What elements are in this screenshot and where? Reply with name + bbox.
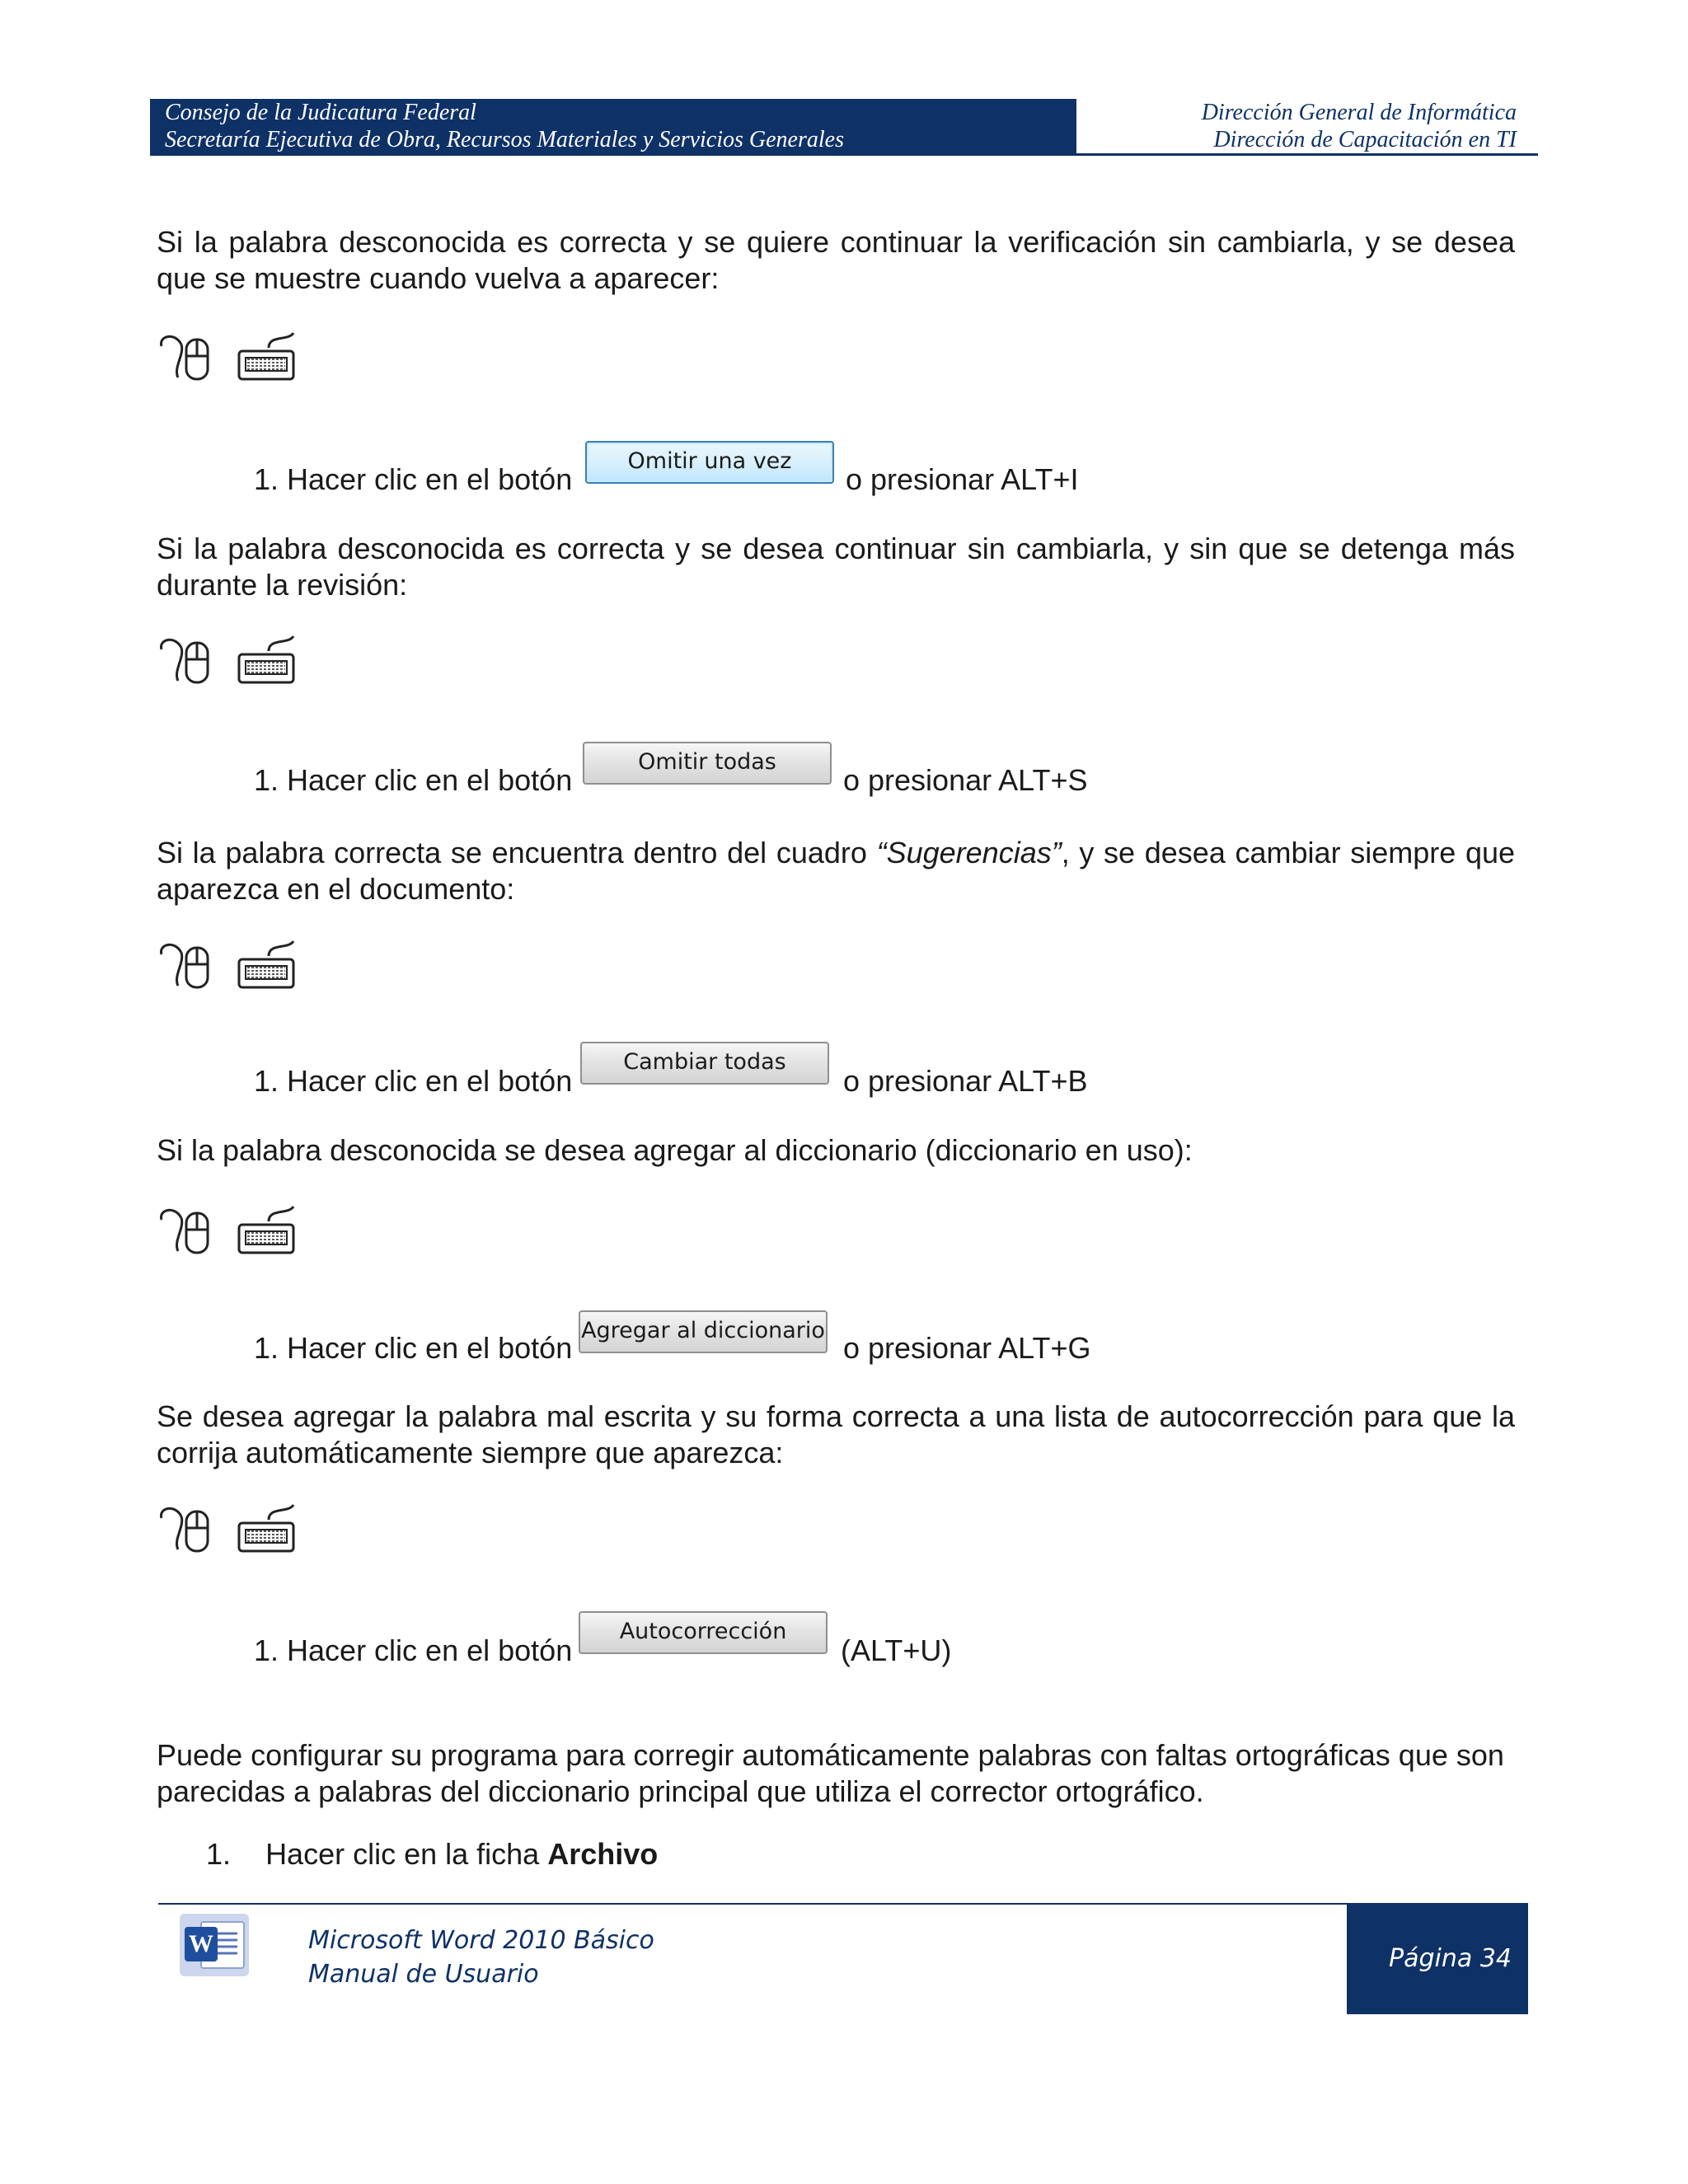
section-intro: Si la palabra desconocida es correcta y se quiere continuar la verificación sin cambiarla, y se desea que se muestre cuando vuelva a aparecer: xyxy=(157,225,1515,295)
keyboard-icon xyxy=(236,633,298,686)
header-rule xyxy=(150,153,1538,156)
header-org-line1: Consejo de la Judicatura Federal xyxy=(165,100,476,125)
intro-text: Si la palabra correcta se encuentra dentro del cuadro xyxy=(157,836,877,869)
page-number-box xyxy=(1347,1903,1528,2014)
header-org-line2: Secretaría Ejecutiva de Obra, Recursos Materiales y Servicios Generales xyxy=(165,127,844,152)
word-logo-icon xyxy=(176,1910,252,1980)
agregar-al-diccionario-button[interactable]: Agregar al diccionario xyxy=(579,1310,828,1353)
mouse-icon xyxy=(157,1203,214,1259)
mouse-icon xyxy=(157,1502,214,1558)
footer-line1: Microsoft Word 2010 Básico xyxy=(308,1926,654,1955)
omitir-una-vez-button[interactable]: Omitir una vez xyxy=(585,441,834,484)
section-intro: Si la palabra desconocida es correcta y se desea continuar sin cambiarla, y sin que se detenga más durante la revisión: xyxy=(157,532,1515,602)
step-text: 1. Hacer clic en el botón xyxy=(254,763,573,797)
svg-text:W: W xyxy=(189,1930,213,1957)
mouse-icon xyxy=(157,938,214,994)
input-icons xyxy=(157,938,305,997)
shortcut-text: (ALT+U) xyxy=(841,1633,952,1667)
closing-step xyxy=(206,1836,658,1872)
footer-manual-title xyxy=(308,1924,654,1991)
archivo-tab-term: Archivo xyxy=(547,1837,659,1871)
header-dept-line1: Dirección General de Informática xyxy=(1201,100,1517,125)
closing-step-number: 1. xyxy=(206,1837,232,1871)
input-icons xyxy=(157,633,305,692)
shortcut-text: o presionar ALT+S xyxy=(843,763,1088,797)
step-text: 1. Hacer clic en el botón xyxy=(254,1633,573,1667)
shortcut-text: o presionar ALT+G xyxy=(843,1331,1091,1365)
section-intro xyxy=(157,835,1515,907)
step-text: 1. Hacer clic en el botón xyxy=(254,1331,573,1365)
header-dept-line2: Dirección de Capacitación en TI xyxy=(1213,127,1517,152)
input-icons xyxy=(157,1203,305,1263)
shortcut-text: o presionar ALT+B xyxy=(843,1064,1088,1098)
input-icons xyxy=(157,330,305,389)
omitir-todas-button[interactable]: Omitir todas xyxy=(583,742,832,785)
sugerencias-term: “Sugerencias” xyxy=(876,836,1062,869)
step-text: 1. Hacer clic en el botón xyxy=(254,1064,573,1098)
mouse-icon xyxy=(157,330,214,386)
intro-text: , y se desea cambiar siempre que aparezca en el documento: xyxy=(157,836,1516,906)
keyboard-icon xyxy=(236,1502,298,1554)
header-dept-block xyxy=(1065,99,1526,153)
closing-step-text: Hacer clic en la ficha xyxy=(265,1837,548,1871)
page-number: Página 34 xyxy=(1389,1944,1512,1973)
input-icons xyxy=(157,1502,305,1561)
mouse-icon xyxy=(157,633,214,689)
keyboard-icon xyxy=(236,938,298,991)
header-org-block xyxy=(150,99,1076,153)
shortcut-text: o presionar ALT+I xyxy=(846,462,1079,496)
section-intro: Se desea agregar la palabra mal escrita y su forma correcta a una lista de autocorrección para que la corrija automáticamente siempre que aparezca: xyxy=(157,1399,1515,1469)
closing-paragraph: Puede configurar su programa para corregir automáticamente palabras con faltas ortográficas que son parecidas a palabras del diccionario principal que utiliza el corrector ortográfico. xyxy=(157,1738,1504,1808)
footer-line2: Manual de Usuario xyxy=(308,1960,539,1989)
footer-rule xyxy=(158,1903,1347,1905)
section-intro: Si la palabra desconocida se desea agregar al diccionario (diccionario en uso): xyxy=(157,1133,1193,1167)
step-text: 1. Hacer clic en el botón xyxy=(254,462,573,496)
autocorreccion-button[interactable]: Autocorrección xyxy=(579,1611,828,1654)
keyboard-icon xyxy=(236,330,298,382)
cambiar-todas-button[interactable]: Cambiar todas xyxy=(580,1042,829,1085)
keyboard-icon xyxy=(236,1203,298,1256)
